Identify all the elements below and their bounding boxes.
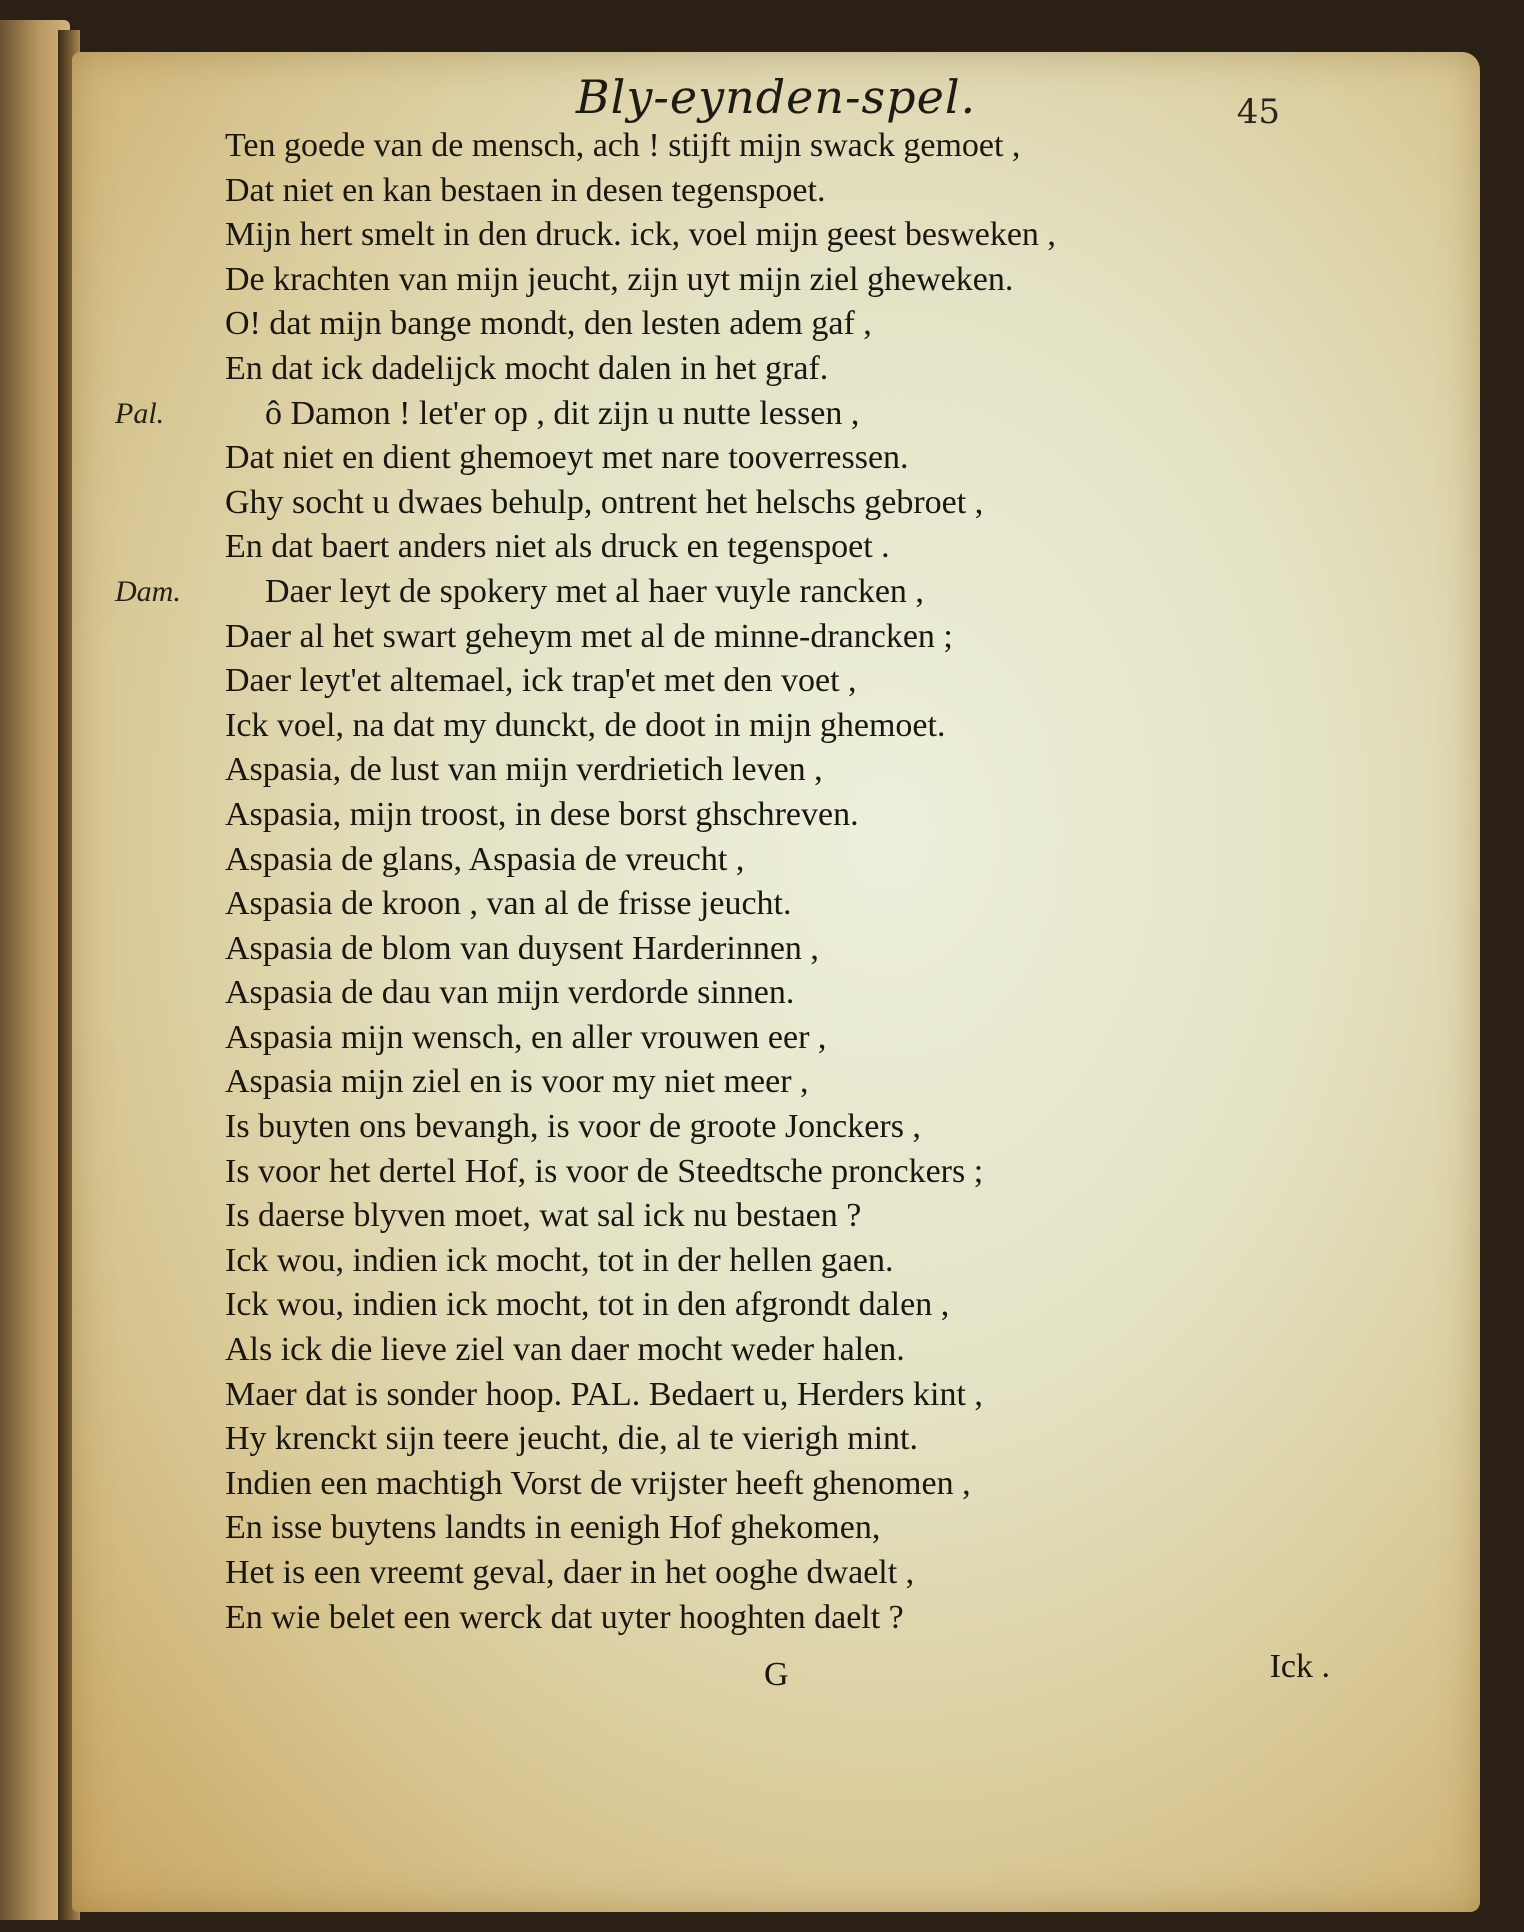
verse-line — [225, 1551, 1375, 1596]
verse-text: Maer dat is sonder hoop. PAL. Bedaert u, Herders kint , — [225, 1375, 983, 1413]
verse-line — [225, 1328, 1375, 1373]
verse-text: Is buyten ons bevangh, is voor de groote Jonckers , — [225, 1108, 921, 1146]
verse-text: En isse buytens landts in eenigh Hof ghekomen, — [225, 1509, 881, 1547]
verse-text: En dat baert anders niet als druck en tegenspoet . — [225, 528, 890, 566]
verse-line — [225, 1596, 1375, 1641]
verse-text: ô Damon ! let'er op , dit zijn u nutte lessen , — [265, 394, 860, 432]
running-title: Bly-eynden-spel. — [575, 70, 977, 124]
verse-line — [225, 1016, 1375, 1061]
verse-line — [225, 258, 1375, 303]
verse-line — [225, 1239, 1375, 1284]
verse-line — [225, 436, 1375, 481]
verse-text: En dat ick dadelijck mocht dalen in het graf. — [225, 349, 829, 387]
book-page — [72, 52, 1480, 1912]
verse-line — [225, 748, 1375, 793]
verse-line — [225, 347, 1375, 392]
verse-text: Daer leyt de spokery met al haer vuyle rancken , — [265, 572, 924, 610]
verse-line — [225, 659, 1375, 704]
verse-text: O! dat mijn bange mondt, den lesten adem gaf , — [225, 305, 872, 343]
verse-text: Aspasia de dau van mijn verdorde sinnen. — [225, 974, 795, 1012]
verse-line — [225, 481, 1375, 526]
verse-text: Aspasia mijn ziel en is voor my niet meer , — [225, 1063, 809, 1101]
verse-line — [225, 525, 1375, 570]
verse-text: Aspasia, de lust van mijn verdrietich leven , — [225, 751, 823, 789]
verse-text: Aspasia de blom van duysent Harderinnen , — [225, 929, 819, 967]
verse-text: Aspasia de glans, Aspasia de vreucht , — [225, 840, 745, 878]
verse-line — [225, 213, 1375, 258]
verse-line — [225, 1417, 1375, 1462]
verse-text: Het is een vreemt geval, daer in het ooghe dwaelt , — [225, 1554, 915, 1591]
verse-line — [225, 1105, 1375, 1150]
verse-line — [225, 1194, 1375, 1239]
verse-line — [225, 793, 1375, 838]
verse-line — [225, 169, 1375, 214]
verse-line — [225, 1462, 1375, 1507]
speaker-label: Dam. — [115, 574, 181, 608]
verse-text: Dat niet en kan bestaen in desen tegenspoet. — [225, 171, 826, 209]
verse-text: Mijn hert smelt in den druck. ick, voel mijn geest besweken , — [225, 216, 1056, 254]
verse-line — [225, 1373, 1375, 1418]
verse-line — [225, 704, 1375, 749]
verse-text: Ick wou, indien ick mocht, tot in der hellen gaen. — [225, 1241, 894, 1279]
speaker-label: Pal. — [115, 396, 165, 430]
verse-line — [225, 882, 1375, 927]
verse-text: Aspasia mijn wensch, en aller vrouwen eer , — [225, 1018, 827, 1056]
verse-text: Ten goede van de mensch, ach ! stijft mijn swack gemoet , — [225, 127, 1021, 164]
verse-text: Aspasia, mijn troost, in dese borst ghschreven. — [225, 795, 859, 833]
verse-text: Hy krenckt sijn teere jeucht, die, al te vierigh mint. — [225, 1420, 918, 1458]
verse-text: Als ick die lieve ziel van daer mocht weder halen. — [225, 1331, 905, 1369]
verse-text: En wie belet een werck dat uyter hooghten daelt ? — [225, 1598, 904, 1636]
verse-line — [225, 838, 1375, 883]
verse-line — [225, 971, 1375, 1016]
verse-text: Ghy socht u dwaes behulp, ontrent het helschs gebroet , — [225, 483, 984, 521]
verse-line — [225, 1506, 1375, 1551]
verse-line — [225, 1150, 1375, 1195]
verse-line — [225, 1060, 1375, 1105]
verse-line — [225, 1283, 1375, 1328]
signature-mark: G — [764, 1656, 789, 1693]
verse-line — [225, 124, 1375, 169]
verse-line — [225, 615, 1375, 660]
verse-text: Is daerse blyven moet, wat sal ick nu bestaen ? — [225, 1197, 862, 1235]
verse-line — [115, 570, 1375, 615]
verse-text: Indien een machtigh Vorst de vrijster heeft ghenomen , — [225, 1464, 971, 1502]
verse-text: Ick wou, indien ick mocht, tot in den afgrondt dalen , — [225, 1286, 950, 1324]
verse-text: De krachten van mijn jeucht, zijn uyt mijn ziel gheweken. — [225, 260, 1014, 298]
verse-text: Daer al het swart geheym met al de minne-drancken ; — [225, 617, 953, 655]
verse-text: Is voor het dertel Hof, is voor de Steedtsche pronckers ; — [225, 1152, 984, 1190]
verse-line — [225, 927, 1375, 972]
verse-line — [225, 302, 1375, 347]
page-number: 45 — [1236, 92, 1280, 132]
verse-text: Dat niet en dient ghemoeyt met nare tooverressen. — [225, 439, 909, 477]
verse-text: Daer leyt'et altemael, ick trap'et met den voet , — [225, 662, 857, 700]
catchword: Ick . — [1269, 1648, 1330, 1685]
verse-text: Ick voel, na dat my dunckt, de doot in mijn ghemoet. — [225, 706, 946, 744]
verse-line — [115, 392, 1375, 437]
verse-text: Aspasia de kroon , van al de frisse jeucht. — [225, 885, 792, 923]
verse-block — [115, 124, 1375, 1640]
